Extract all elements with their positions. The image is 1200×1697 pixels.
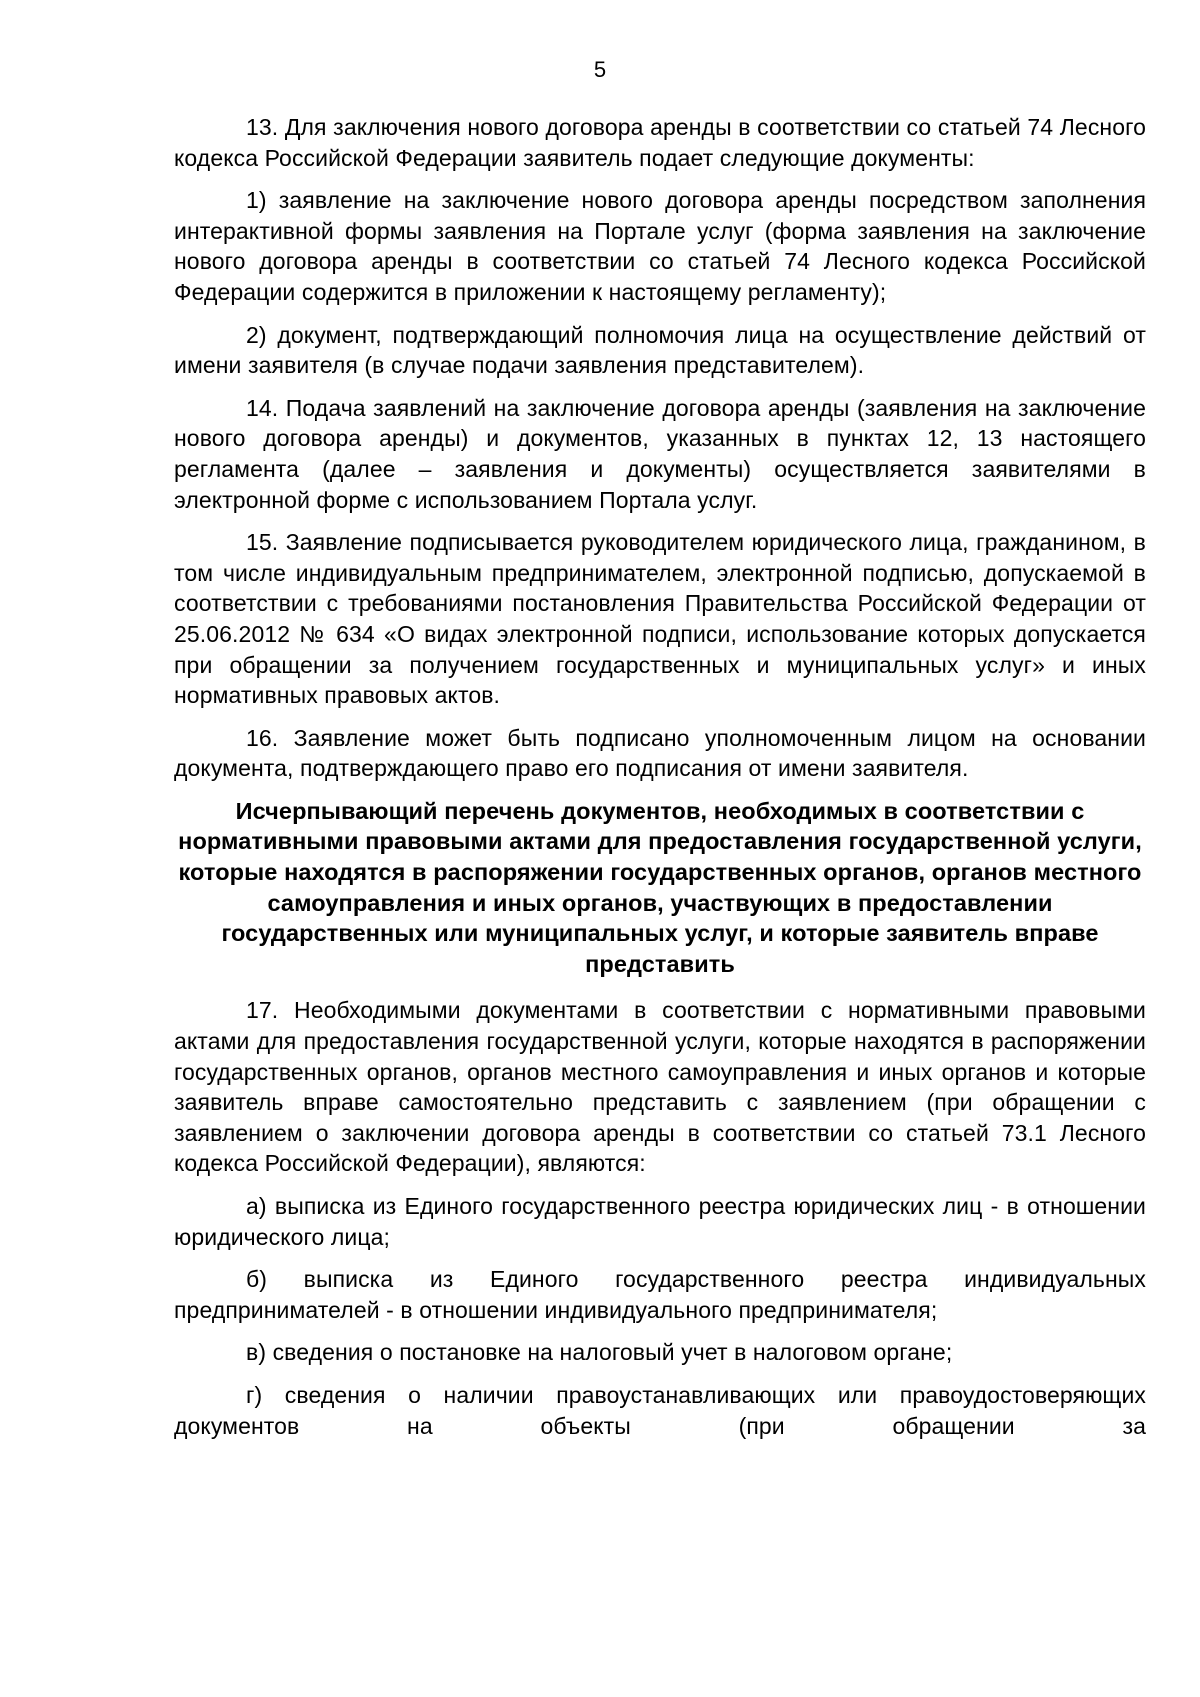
paragraph-17-item-v: в) сведения о постановке на налоговый учет в налоговом органе; bbox=[246, 1339, 953, 1366]
paragraph-13-item-2: 2) документ, подтверждающий полномочия лица на осуществление действий от имени заявителя (в случае подачи заявления представителем). bbox=[174, 321, 1146, 379]
section-heading: Исчерпывающий перечень документов, необходимых в соответствии с нормативными правовыми актами для предоставления государственной услуги, которые находятся в распоряжении государственных органов, органов местного самоуправления и иных органов, участвующих в предоставлении государственных или муниципальных услуг, и которые заявитель вправе представить bbox=[178, 797, 1142, 977]
paragraph-17: 17. Необходимыми документами в соответствии с нормативными правовыми актами для предоставления государственной услуги, которые находятся в распоряжении государственных органов, органов местного самоуправления и иных органов и которые заявитель вправе самостоятельно представить с заявлением (при обращении с заявлением о заключении договора аренды в соответствии со статьей 73.1 Лесного кодекса Российской Федерации), являются: bbox=[174, 997, 1146, 1177]
paragraph-13-item-1: 1) заявление на заключение нового договора аренды посредством заполнения интерактивной формы заявления на Портале услуг (форма заявления на заключение нового договора аренды в соответствии со статьей 74 Лесного кодекса Российской Федерации содержится в приложении к настоящему регламенту); bbox=[174, 187, 1146, 305]
paragraph-17-item-b: б) выписка из Единого государственного реестра индивидуальных предпринимателей - в отношении индивидуального предпринимателя; bbox=[174, 1266, 1146, 1323]
document-body bbox=[174, 112, 1146, 1453]
paragraph-14: 14. Подача заявлений на заключение договора аренды (заявления на заключение нового договора аренды) и документов, указанных в пунктах 12, 13 настоящего регламента (далее – заявления и документы) осуществляется заявителями в электронной форме с использованием Портала услуг. bbox=[174, 394, 1146, 513]
paragraph-13: 13. Для заключения нового договора аренды в соответствии со статьей 74 Лесного кодекса Российской Федерации заявитель подает следующие документы: bbox=[174, 114, 1146, 171]
paragraph-15: 15. Заявление подписывается руководителем юридического лица, гражданином, в том числе индивидуальным предпринимателем, электронной подписью, допускаемой в соответствии с требованиями постановления Правительства Российской Федерации от 25.06.2012 № 634 «О видах электронной подписи, использование которых допускается при обращении за получением государственных и муниципальных услуг» и иных нормативных правовых актов. bbox=[174, 529, 1146, 709]
paragraph-17-item-a: а) выписка из Единого государственного реестра юридических лиц - в отношении юридического лица; bbox=[174, 1193, 1146, 1250]
page-number: 5 bbox=[593, 57, 607, 82]
paragraph-17-item-g: г) сведения о наличии правоустанавливающих или правоудостоверяющих документов на объекты (при обращении за bbox=[174, 1381, 1146, 1439]
paragraph-16: 16. Заявление может быть подписано уполномоченным лицом на основании документа, подтверждающего право его подписания от имени заявителя. bbox=[174, 724, 1146, 782]
